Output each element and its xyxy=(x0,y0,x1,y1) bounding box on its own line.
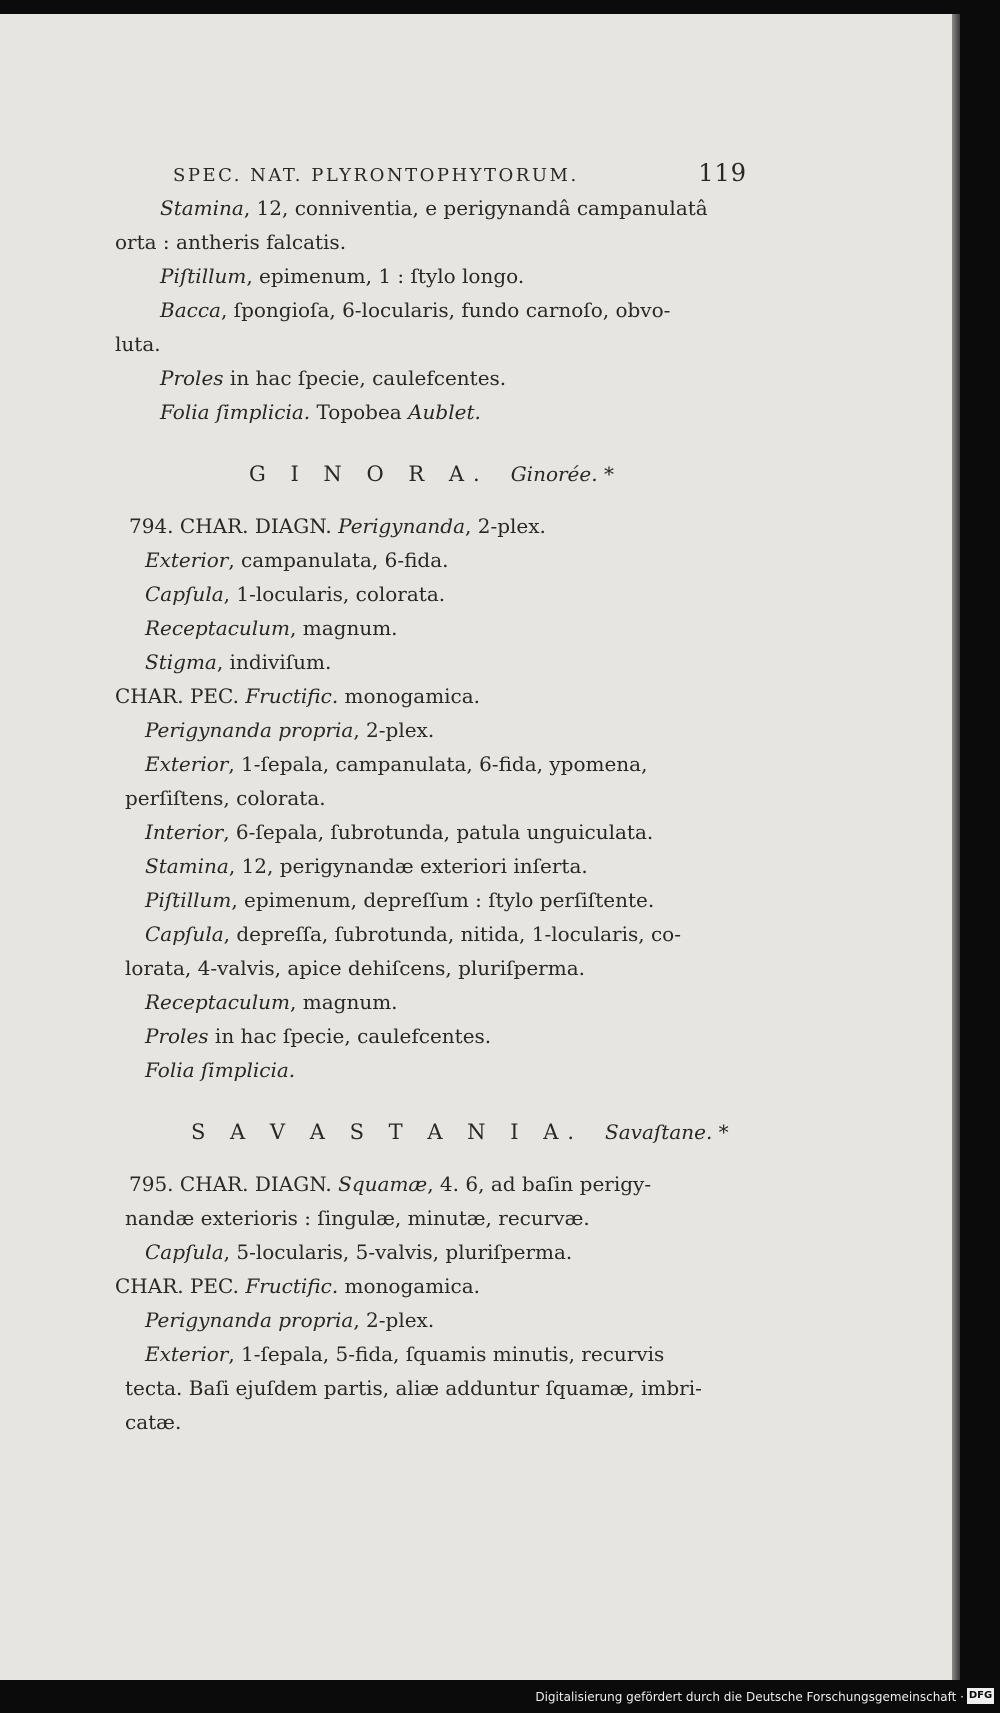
term-label: Proles xyxy=(160,366,224,390)
line-text: , 2-plex. xyxy=(465,514,546,538)
line-text: , magnum. xyxy=(290,616,398,640)
line-text: , 6-ſepala, ſubrotunda, patula unguiculata. xyxy=(223,820,654,844)
text-line xyxy=(115,1201,747,1235)
char-prefix: CHAR. PEC. xyxy=(115,684,246,708)
term-label: Stamina xyxy=(160,196,244,220)
term-label: Folia ſimplicia. xyxy=(145,1058,296,1082)
text-line xyxy=(115,1235,747,1269)
line-text: orta : antheris falcatis. xyxy=(115,230,347,254)
text-line xyxy=(115,1019,747,1053)
line-text: , indiviſum. xyxy=(216,650,332,674)
text-line xyxy=(115,191,747,225)
text-line xyxy=(115,1371,747,1405)
line-text: , depreſſa, ſubrotunda, nitida, 1-locularis, co- xyxy=(223,922,681,946)
line-text: , 2-plex. xyxy=(353,718,435,742)
genus-heading-savastania xyxy=(115,1105,747,1159)
term-label: Bacca xyxy=(160,298,221,322)
line-text: Topobea xyxy=(310,400,409,424)
text-line xyxy=(115,293,747,327)
page-number: 119 xyxy=(698,159,747,187)
term-label: Stigma xyxy=(145,650,217,674)
line-text: luta. xyxy=(115,332,161,356)
char-prefix: CHAR. PEC. xyxy=(115,1274,246,1298)
line-text: , ſpongioſa, 6-locularis, fundo carnoſo, obvo- xyxy=(220,298,671,322)
char-prefix: CHAR. DIAGN. xyxy=(173,1172,339,1196)
line-text: , 1-ſepala, 5-fida, ſquamis minutis, recurvis xyxy=(228,1342,665,1366)
text-line xyxy=(115,395,747,429)
term-label: Exterior xyxy=(145,548,229,572)
text-line xyxy=(115,815,747,849)
term-label: Capſula xyxy=(145,922,224,946)
line-text: , campanulata, 6-fida. xyxy=(228,548,449,572)
term-label: Folia ſimplicia. xyxy=(160,400,311,424)
term-label: Receptaculum xyxy=(145,616,291,640)
text-line xyxy=(115,543,747,577)
term-label: Capſula xyxy=(145,582,224,606)
line-text: , 1-ſepala, campanulata, 6-fida, ypomena, xyxy=(228,752,648,776)
term-label: Fructific. xyxy=(245,1274,339,1298)
line-text: perſiſtens, colorata. xyxy=(125,786,326,810)
line-text: tecta. Baſi ejuſdem partis, aliæ adduntur ſquamæ, imbri- xyxy=(125,1376,702,1400)
term-label: Interior xyxy=(145,820,224,844)
text-line xyxy=(115,679,747,713)
text-line xyxy=(115,225,747,259)
line-text: , epimenum, depreſſum : ſtylo perſiſtente. xyxy=(231,888,655,912)
term-label: Exterior xyxy=(145,752,229,776)
digitization-footer xyxy=(0,1680,1000,1713)
author-name: Aublet. xyxy=(408,400,481,424)
page-edge xyxy=(952,14,960,1680)
genus-name: G I N O R A. xyxy=(249,462,489,486)
line-text: monogamica. xyxy=(338,684,481,708)
running-head-title: SPEC. NAT. PLYRONTOPHYTORUM. xyxy=(173,165,579,186)
line-text: , 1-locularis, colorata. xyxy=(223,582,446,606)
text-line xyxy=(115,713,747,747)
text-line xyxy=(115,917,747,951)
french-name: Savaſtane. * xyxy=(605,1120,729,1144)
text-line xyxy=(115,1303,747,1337)
line-text: , magnum. xyxy=(290,990,398,1014)
dfg-logo: DFG xyxy=(967,1688,994,1704)
text-line xyxy=(115,1269,747,1303)
char-prefix: CHAR. DIAGN. xyxy=(173,514,339,538)
term-label: Exterior xyxy=(145,1342,229,1366)
french-name: Ginorée. * xyxy=(510,462,614,486)
line-text: , 5-locularis, 5-valvis, pluriſperma. xyxy=(223,1240,573,1264)
term-label: Stamina xyxy=(145,854,229,878)
line-text: , 12, perigynandæ exteriori inſerta. xyxy=(228,854,588,878)
genus-name: S A V A S T A N I A. xyxy=(191,1120,584,1144)
line-text: nandæ exterioris : ſingulæ, minutæ, recurvæ. xyxy=(125,1206,590,1230)
genus-heading-ginora xyxy=(115,447,747,501)
line-text: catæ. xyxy=(125,1410,182,1434)
line-text: , epimenum, 1 : ſtylo longo. xyxy=(246,264,525,288)
running-head xyxy=(115,151,747,191)
text-line xyxy=(115,1405,747,1439)
term-label: Piſtillum xyxy=(145,888,232,912)
line-text: in hac ſpecie, caulefcentes. xyxy=(223,366,507,390)
text-line xyxy=(115,985,747,1019)
term-label: Fructific. xyxy=(245,684,339,708)
text-line xyxy=(115,1053,747,1087)
text-line xyxy=(115,645,747,679)
line-text: monogamica. xyxy=(338,1274,481,1298)
text-line xyxy=(115,611,747,645)
term-label: Perigynanda propria xyxy=(145,718,354,742)
line-text: , 4. 6, ad baſin perigy- xyxy=(427,1172,652,1196)
text-line xyxy=(115,849,747,883)
entry-number: 795. xyxy=(129,1172,174,1196)
term-label: Squamæ xyxy=(338,1172,428,1196)
text-line xyxy=(115,951,747,985)
text-line xyxy=(115,1167,747,1201)
line-text: , 12, conniventia, e perigynandâ campanulatâ xyxy=(243,196,708,220)
line-text: lorata, 4-valvis, apice dehiſcens, pluriſperma. xyxy=(125,956,585,980)
text-line xyxy=(115,883,747,917)
text-line xyxy=(115,509,747,543)
text-line xyxy=(115,781,747,815)
text-line xyxy=(115,1337,747,1371)
term-label: Receptaculum xyxy=(145,990,291,1014)
term-label: Piſtillum xyxy=(160,264,247,288)
line-text: in hac ſpecie, caulefcentes. xyxy=(208,1024,492,1048)
term-label: Perigynanda propria xyxy=(145,1308,354,1332)
term-label: Perigynanda xyxy=(338,514,466,538)
footer-text: Digitalisierung gefördert durch die Deutsche Forschungsgemeinschaft · xyxy=(535,1690,964,1704)
page-content xyxy=(115,151,747,1439)
text-line xyxy=(115,361,747,395)
entry-number: 794. xyxy=(129,514,174,538)
term-label: Proles xyxy=(145,1024,209,1048)
term-label: Capſula xyxy=(145,1240,224,1264)
text-line xyxy=(115,327,747,361)
book-page xyxy=(0,14,952,1680)
line-text: , 2-plex. xyxy=(353,1308,435,1332)
text-line xyxy=(115,259,747,293)
text-line xyxy=(115,577,747,611)
text-line xyxy=(115,747,747,781)
